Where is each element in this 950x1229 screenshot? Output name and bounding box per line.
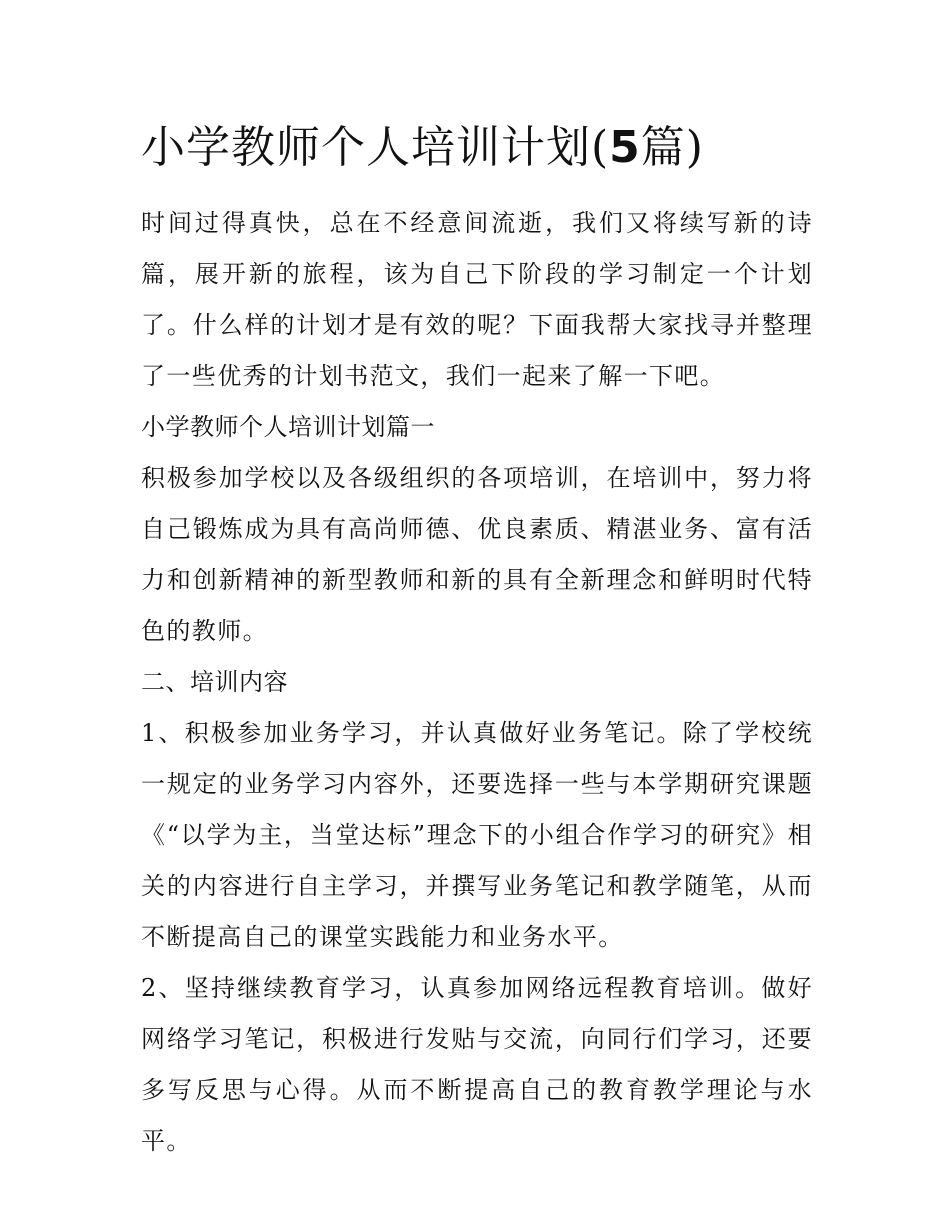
- section-heading: 小学教师个人培训计划篇一: [141, 413, 435, 441]
- title-main: 小学教师个人培训计划(: [141, 122, 610, 173]
- document-body: [141, 112, 813, 1167]
- content-heading: 二、培训内容: [141, 668, 288, 696]
- document-title: [141, 112, 813, 184]
- title-count: 5: [609, 122, 641, 173]
- intro-paragraph: 时间过得真快，总在不经意间流逝，我们又将续写新的诗篇，展开新的旅程，该为自己下阶段的学习制定一个计划了。什么样的计划才是有效的呢？下面我帮大家找寻并整理了一些优秀的计划书范文，我们一起来了解一下吧。: [141, 209, 813, 390]
- list-item: 1、积极参加业务学习，并认真做好业务笔记。除了学校统一规定的业务学习内容外，还要选择一些与本学期研究课题《“以学为主，当堂达标”理念下的小组合作学习的研究》相关的内容进行自主学习，并撰写业务笔记和教学随笔，从而不断提高自己的课堂实践能力和业务水平。: [141, 719, 813, 951]
- list-item: 2、坚持继续教育学习，认真参加网络远程教育培训。做好网络学习笔记，积极进行发贴与交流，向同行们学习，还要多写反思与心得。从而不断提高自己的教育教学理论与水平。: [141, 974, 813, 1155]
- goal-paragraph: 积极参加学校以及各级组织的各项培训，在培训中，努力将自己锻炼成为具有高尚师德、优良素质、精湛业务、富有活力和创新精神的新型教师和新的具有全新理念和鲜明时代特色的教师。: [141, 464, 813, 645]
- title-end: 篇): [640, 122, 704, 173]
